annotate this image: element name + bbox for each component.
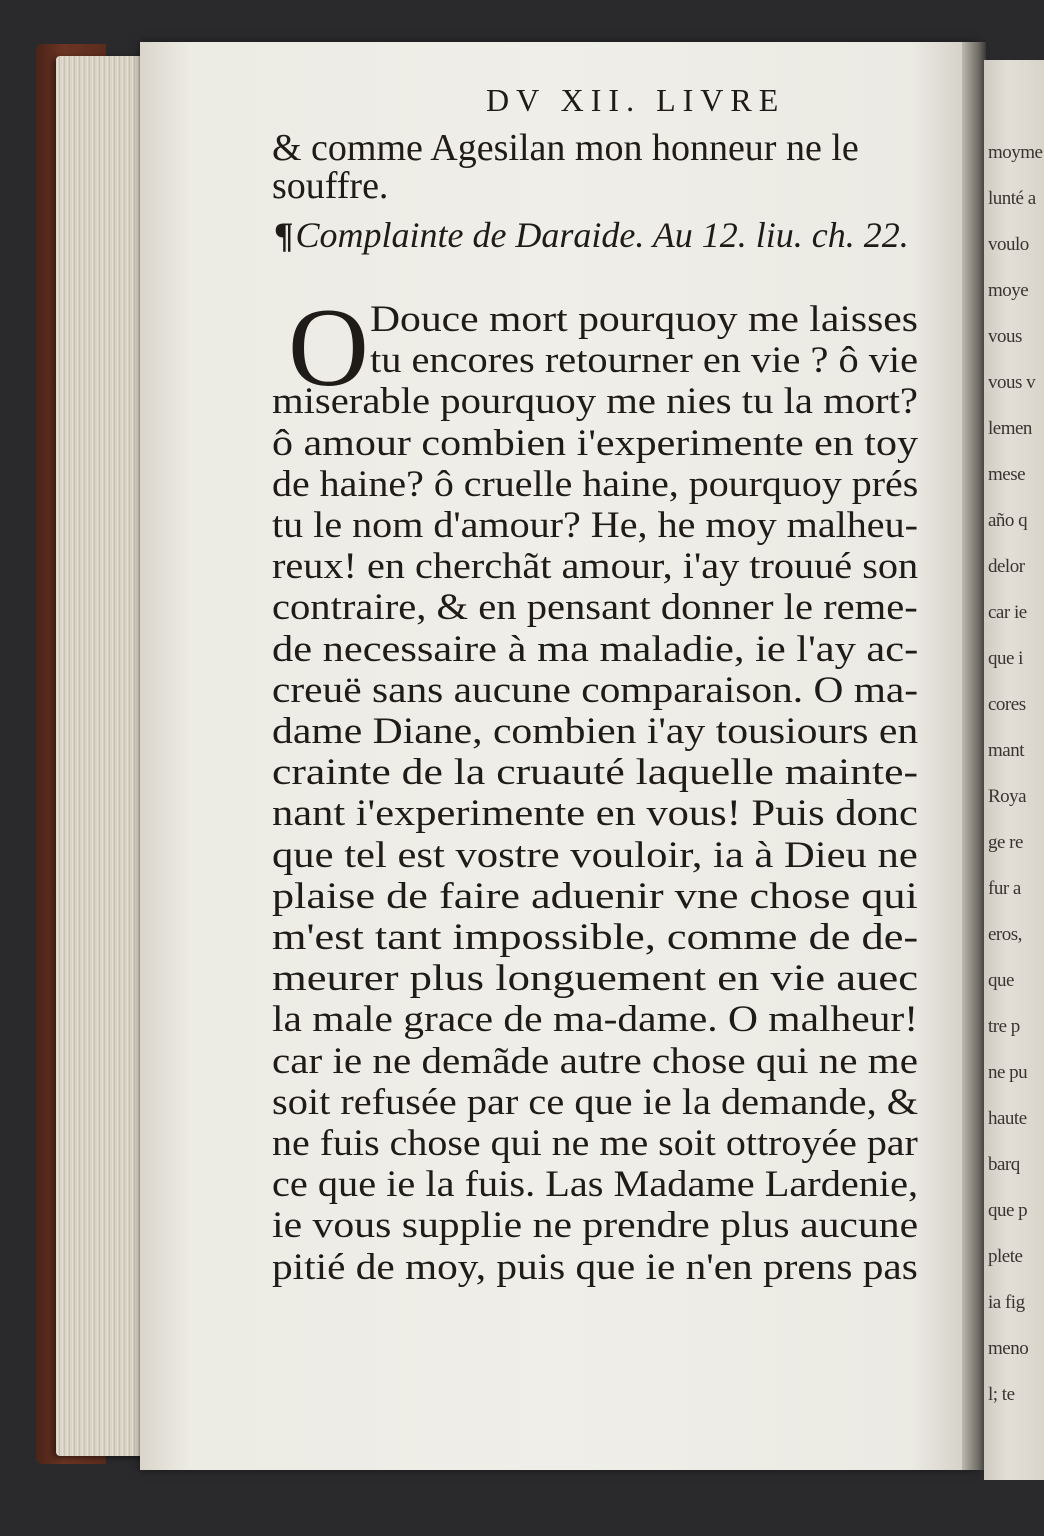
page-edges: [56, 56, 148, 1456]
facing-page-fragment: año q: [988, 510, 1028, 531]
text-line: ne fuis chose qui ne me soit ottroyée par: [272, 1123, 918, 1164]
facing-page-fragment: haute: [988, 1108, 1027, 1129]
text-line: que tel est vostre vouloir, ia à Dieu ne: [272, 834, 918, 876]
facing-page-fragment: Roya: [988, 786, 1027, 807]
text-line: dame Diane, combien i'ay tousiours en: [272, 711, 919, 752]
pilcrow-mark: ¶: [274, 215, 294, 255]
rubric-title: Complainte de Daraide. Au 12. liu. ch. 22.: [295, 215, 909, 255]
facing-page-fragment: eros,: [988, 924, 1022, 945]
facing-page-fragment: tre p: [988, 1016, 1020, 1037]
text-line: ie vous supplie ne prendre plus aucune: [272, 1205, 919, 1247]
text-line: creuë sans aucune comparaison. O ma-: [272, 669, 919, 711]
facing-page-fragment: car ie: [988, 602, 1027, 623]
facing-page-fragment: ia fig: [988, 1292, 1025, 1313]
facing-page-fragment: mant: [988, 740, 1024, 761]
facing-page-fragment: lemen: [988, 418, 1032, 439]
facing-page-fragment: ge re: [988, 832, 1023, 853]
continuation-line: souffre.: [272, 165, 389, 207]
facing-page-fragment: cores: [988, 694, 1026, 715]
facing-page-fragment: vous v: [988, 372, 1036, 393]
text-line: plaise de faire aduenir vne chose qui: [272, 875, 918, 917]
facing-page-fragment: plete: [988, 1246, 1023, 1267]
facing-page-fragment: barq: [988, 1154, 1020, 1175]
text-line: meurer plus longuement en vie auec: [272, 958, 919, 1000]
drop-cap: O: [288, 286, 369, 410]
text-line: reux! en cherchãt amour, i'ay trouué son: [272, 546, 919, 588]
running-head: DV XII. LIVRE: [486, 82, 786, 118]
text-line: miserable pourquoy me nies tu la mort?: [272, 381, 918, 423]
text-line: contraire, & en pensant donner le reme-: [272, 587, 918, 629]
text-line: pitié de moy, puis que ie n'en prens pas: [272, 1246, 918, 1288]
section-rubric: [274, 214, 909, 256]
text-line: de haine? ô cruelle haine, pourquoy prés: [272, 463, 919, 505]
facing-page-fragment: voulo: [988, 234, 1029, 255]
facing-page-fragment: moye: [988, 280, 1029, 301]
text-line: nant i'experimente en vous! Puis donc: [272, 793, 918, 835]
facing-page-fragment: delor: [988, 556, 1025, 577]
facing-page-fragment: lunté a: [988, 188, 1036, 209]
facing-page-fragment: fur a: [988, 878, 1021, 899]
facing-page-fragment: moyme: [988, 142, 1043, 163]
text-line: ce que ie la fuis. Las Madame Lardenie,: [272, 1164, 919, 1206]
facing-page-edge: [984, 60, 1044, 1480]
text-line: de necessaire à ma maladie, ie l'ay ac-: [272, 628, 919, 670]
text-line: tu encores retourner en vie ? ô vie: [370, 340, 919, 382]
continuation-line: & comme Agesilan mon honneur ne le: [272, 127, 859, 169]
facing-page-fragment: mese: [988, 464, 1026, 485]
facing-page-fragment: que: [988, 970, 1014, 991]
book-gutter: [962, 42, 986, 1470]
facing-page-fragment: que p: [988, 1200, 1028, 1221]
facing-page-fragment: que i: [988, 648, 1023, 669]
text-line: soit refusée par ce que ie la demande, &: [272, 1081, 919, 1123]
text-line: m'est tant impossible, comme de de-: [272, 917, 919, 958]
text-line: Douce mort pourquoy me laisses: [370, 299, 918, 340]
facing-page-fragment: l; te: [988, 1384, 1015, 1405]
text-line: crainte de la cruauté laquelle mainte-: [272, 752, 919, 794]
text-line: ô amour combien i'experimente en toy: [272, 422, 919, 464]
text-line: car ie ne demãde autre chose qui ne me: [272, 1040, 918, 1082]
facing-page-fragment: vous: [988, 326, 1022, 347]
text-line: la male grace de ma-dame. O malheur!: [272, 999, 919, 1041]
facing-page-fragment: ne pu: [988, 1062, 1028, 1083]
text-line: tu le nom d'amour? He, he moy malheu-: [272, 505, 918, 546]
facing-page-fragment: meno: [988, 1338, 1029, 1359]
